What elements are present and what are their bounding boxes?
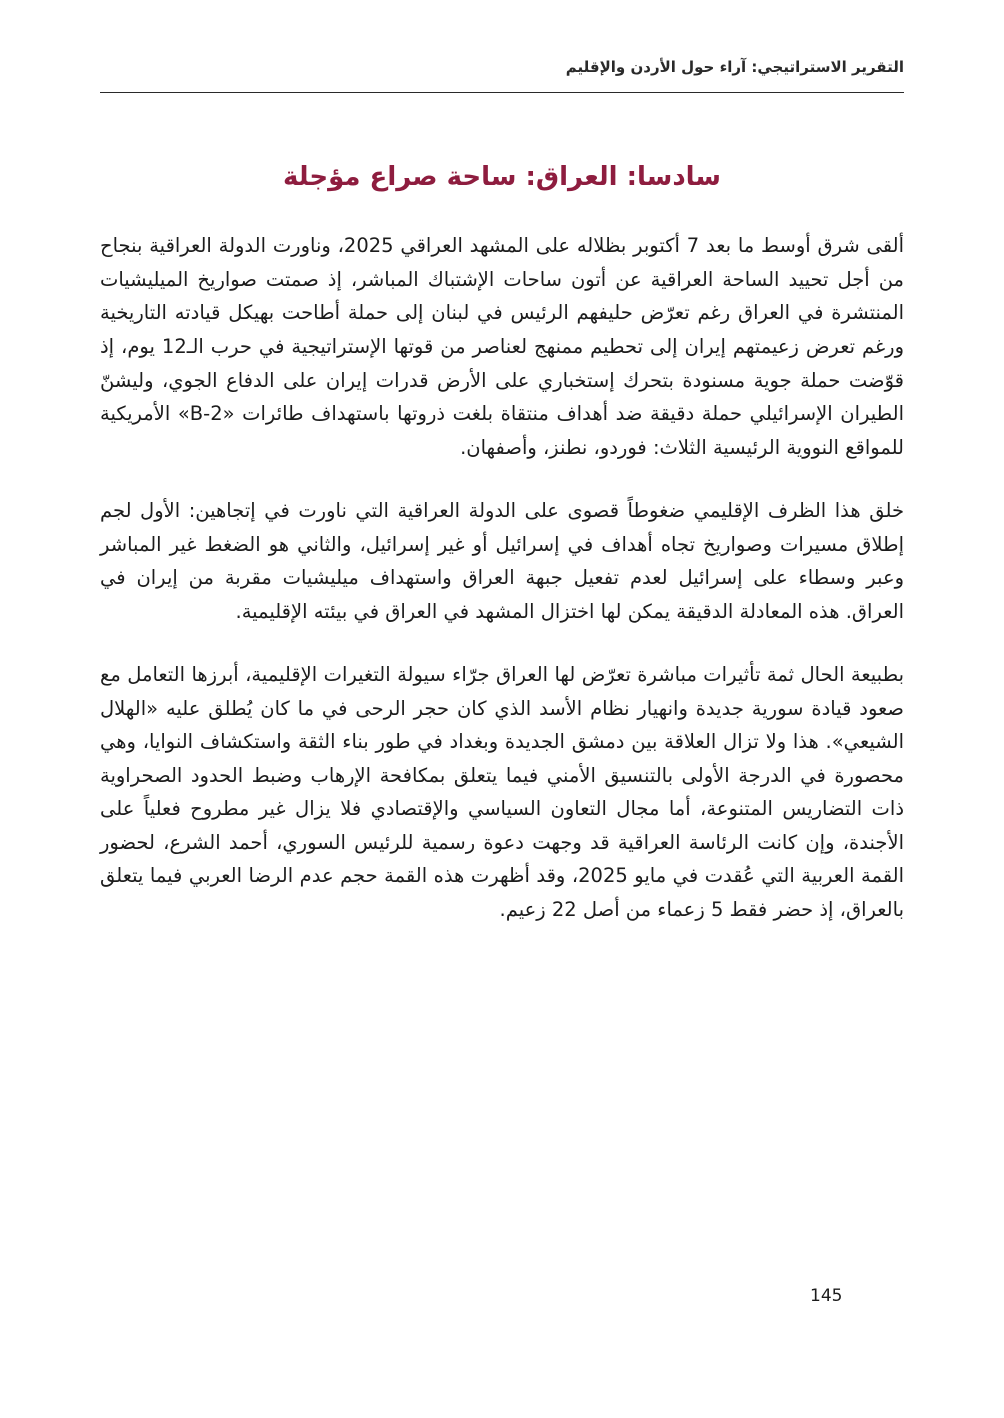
page-number: 145 bbox=[810, 1286, 843, 1306]
page-content bbox=[100, 0, 904, 926]
paragraph-3: بطبيعة الحال ثمة تأثيرات مباشرة تعرّض لها العراق جرّاء سيولة التغيرات الإقليمية، أبرزها التعامل مع صعود قيادة سورية جديدة وانهيار نظام الأسد الذي كان حجر الرحى في ما كان يُطلق عليه «الهلال الشيعي». هذا ولا تزال العلاقة بين دمشق الجديدة وبغداد في طور بناء الثقة واستكشاف النوايا، وهي محصورة في الدرجة الأولى بالتنسيق الأمني فيما يتعلق بمكافحة الإرهاب وضبط الحدود الصحراوية ذات التضاريس المتنوعة، أما مجال التعاون السياسي والإقتصادي فلا يزال غير مطروح فعلياً على الأجندة، وإن كانت الرئاسة العراقية قد وجهت دعوة رسمية للرئيس السوري، أحمد الشرع، لحضور القمة العربية التي عُقدت في مايو 2025، وقد أظهرت هذه القمة حجم عدم الرضا العربي فيما يتعلق بالعراق، إذ حضر فقط 5 زعماء من أصل 22 زعيم. bbox=[100, 663, 904, 921]
section-title: سادسا: العراق: ساحة صراع مؤجلة bbox=[282, 162, 721, 192]
header-rule bbox=[100, 92, 904, 93]
paragraph-2: خلق هذا الظرف الإقليمي ضغوطاً قصوى على الدولة العراقية التي ناورت في إتجاهين: الأول لجم إطلاق مسيرات وصواريخ تجاه أهداف في إسرائيل أو غير إسرائيل، والثاني هو الضغط غير المباشر وعبر وسطاء على إسرائيل لعدم تفعيل جبهة العراق واستهداف ميليشيات مقربة من إيران في العراق. هذه المعادلة الدقيقة يمكن لها اختزال المشهد في العراق في بيئته الإقليمية. bbox=[100, 499, 904, 623]
running-head: التقرير الاستراتيجي: آراء حول الأردن والإقليم bbox=[565, 58, 904, 76]
paragraph-1: ألقى شرق أوسط ما بعد 7 أكتوبر بظلاله على المشهد العراقي 2025، وناورت الدولة العراقية بنجاح من أجل تحييد الساحة العراقية عن أتون ساحات الإشتباك المباشر، إذ صمتت صواريخ الميليشيات المنتشرة في العراق رغم تعرّض حليفهم الرئيس في لبنان إلى حملة أطاحت بهيكل قيادته التاريخية ورغم تعرض زعيمتهم إيران إلى تحطيم ممنهج لعناصر من قوتها الإستراتيجية في حرب الـ12 يوم، إذ قوّضت حملة جوية مسنودة بتحرك إستخباري على الأرض قدرات إيران على الدفاع الجوي، وليشنّ الطيران الإسرائيلي حملة دقيقة ضد أهداف منتقاة بلغت ذروتها باستهداف طائرات «B-2» الأمريكية للمواقع النووية الرئيسية الثلاث: فوردو، نطنز، وأصفهان. bbox=[100, 234, 904, 459]
